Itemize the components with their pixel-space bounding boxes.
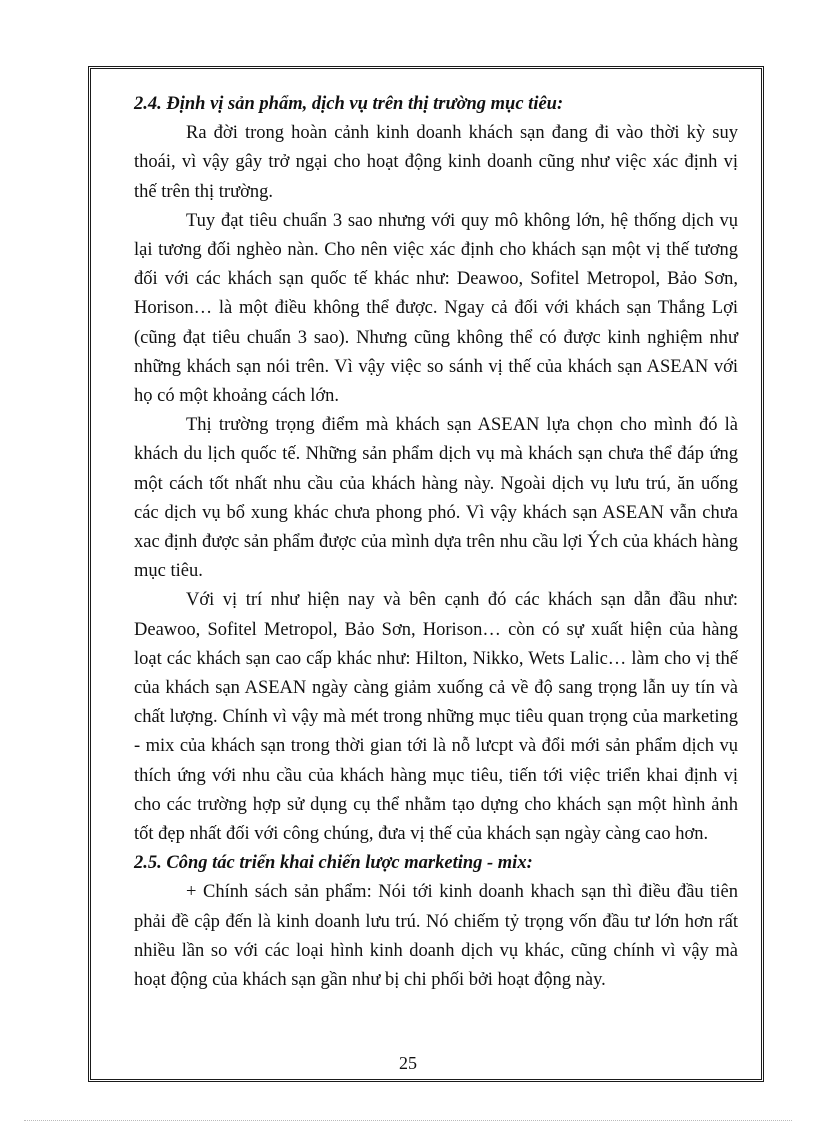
page-footer-divider bbox=[24, 1120, 792, 1121]
page-number: 25 bbox=[399, 1053, 417, 1073]
section-heading-2-4: 2.4. Định vị sản phẩm, dịch vụ trên thị trường mục tiêu: bbox=[134, 94, 564, 114]
paragraph: Tuy đạt tiêu chuẩn 3 sao nhưng với quy mô không lớn, hệ thống dịch vụ lại tương đối nghèo nàn. Cho nên việc xác định cho khách sạn một vị thế tương đối với các khách sạn quốc tế khác như: Deawoo, Sofitel Metropol, Bảo Sơn, Horison… là một điều không thể được. Ngay cả đối với khách sạn Thắng Lợi (cũng đạt tiêu chuẩn 3 sao). Nhưng cũng không thể có được kinh nghiệm như những khách sạn nói trên. Vì vậy việc so sánh vị thế của khách sạn ASEAN với họ có một khoảng cách lớn. bbox=[134, 210, 738, 407]
document-body bbox=[134, 90, 738, 995]
paragraph: Với vị trí như hiện nay và bên cạnh đó các khách sạn dẫn đầu như: Deawoo, Sofitel Metropol, Bảo Sơn, Horison… còn có sự xuất hiện của hàng loạt các khách sạn cao cấp khác như: Hilton, Nikko, Wets Lalic… làm cho vị thế của khách sạn ASEAN ngày càng giảm xuống cả về độ sang trọng lẫn uy tín và chất lượng. Chính vì vậy mà mét trong những mục tiêu quan trọng của marketing - mix của khách sạn trong thời gian tới là nỗ lưcpt và đổi mới sản phẩm dịch vụ thích ứng với nhu cầu của khách hàng mục tiêu, tiến tới việc triển khai định vị cho các trường hợp sử dụng cụ thể nhằm tạo dựng cho khách sạn một hình ảnh tốt đẹp nhất đối với công chúng, đưa vị thế của khách sạn ngày càng cao hơn. bbox=[134, 590, 738, 845]
section-heading-2-5: 2.5. Công tác triển khai chiến lược marketing - mix: bbox=[134, 853, 533, 874]
paragraph: Ra đời trong hoàn cảnh kinh doanh khách sạn đang đi vào thời kỳ suy thoái, vì vậy gây trở ngại cho hoạt động kinh doanh cũng như việc xác định vị thế trên thị trường. bbox=[134, 123, 738, 202]
paragraph: + Chính sách sản phẩm: Nói tới kinh doanh khach sạn thì điều đầu tiên phải đề cập đến là kinh doanh lưu trú. Nó chiếm tỷ trọng vốn đầu tư lớn hơn rất nhiều lần so với các loại hình kinh doanh dịch vụ khác, cũng chính vì vậy mà hoạt động của khách sạn gần như bị chi phối bởi hoạt động này. bbox=[134, 882, 738, 991]
paragraph: Thị trường trọng điểm mà khách sạn ASEAN lựa chọn cho mình đó là khách du lịch quốc tế. Những sản phẩm dịch vụ mà khách sạn chưa thể đáp ứng một cách tốt nhất nhu cầu của khách hàng này. Ngoài dịch vụ lưu trú, ăn uống các dịch vụ bổ xung khác chưa phong phó. Vì vậy khách sạn ASEAN vẫn chưa xac định được sản phẩm được của mình dựa trên nhu cầu lợi Ých của khách hàng mục tiêu. bbox=[134, 415, 738, 582]
